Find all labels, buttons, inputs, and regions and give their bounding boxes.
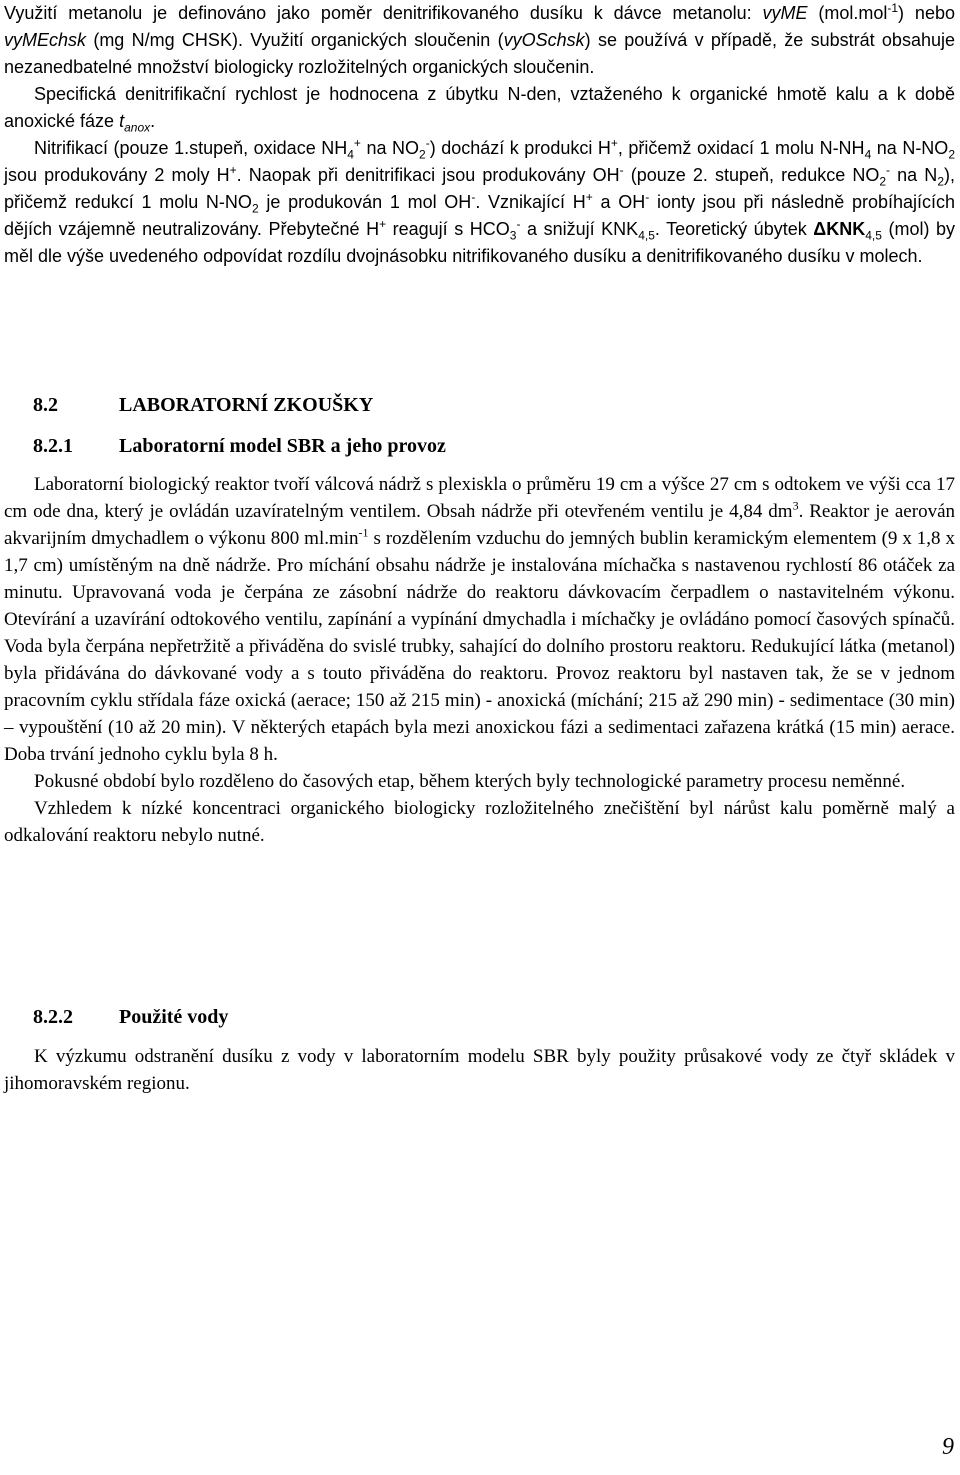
paragraph-methanol-use: Využití metanolu je definováno jako poměr denitrifikovaného dusíku k dávce metanolu: vyME (mol.mol$^{-1}$) nebo vyMEchsk (mg N/mg CHSK). Využití organických sloučenin (vyOSchsk) se používá v případě, že substrát obsahuje nezanedbatelné množství biologicky rozložitelných organických sloučenin. xyxy=(4,1,955,77)
paragraph-waters-used: K výzkumu odstranění dusíku z vody v laboratorním modelu SBR byly použity průsakové vody ze čtyř skládek v jihomoravském regionu. xyxy=(4,1046,955,1094)
heading-8-2-2: 8.2.2 Použité vody xyxy=(33,1006,229,1028)
section-8-2-1-body xyxy=(4,471,955,849)
section-8-2-2-body xyxy=(4,1043,955,1097)
page-number: 9 xyxy=(942,1434,954,1460)
heading-8-2: 8.2 LABORATORNÍ ZKOUŠKY xyxy=(33,394,374,416)
paragraph-sludge-growth: Vzhledem k nízké koncentraci organického biologicky rozložitelného znečištění byl nárůst kalu poměrně malý a odkalování reaktoru nebylo nutné. xyxy=(4,798,955,846)
paragraph-test-period: Pokusné období bylo rozděleno do časových etap, během kterých byly technologické parametry procesu neměnné. xyxy=(34,771,906,792)
intro-text-block xyxy=(4,0,955,270)
heading-8-2-1: 8.2.1 Laboratorní model SBR a jeho provoz xyxy=(33,435,446,457)
paragraph-denitrification-rate: Specifická denitrifikační rychlost je hodnocena z úbytku N-den, vztaženého k organické hmotě kalu a k době anoxické fáze $t_{anox}$. xyxy=(4,84,955,135)
paragraph-reactor-description: Laboratorní biologický reaktor tvoří válcová nádrž s plexiskla o průměru 19 cm a výšce 27 cm s odtokem ve výši cca 17 cm ode dna, který je ovládán uzavíratelným ventilem. Obsah nádrže při otevřeném ventilu je 4,84 $dm^3$. Reaktor je aerován akvarijním dmychadlem o výkonu 800 $ml.\min^{-1}$ s rozdělením vzduchu do jemných bublin keramickým elementem (9 x 1,8 x 1,7 cm) umístěným na dně nádrže. Pro míchání obsahu nádrže je instalována míchačka s nastavenou rychlostí 86 otáček za minutu. Upravovaná voda je čerpána ze zásobní nádrže do reaktoru dávkovacím čerpadlem o nastavitelném výkonu. Otevírání a uzavírání odtokového ventilu, zapínání a vypínání dmychadla i míchačky je ovládáno pomocí časových spínačů. Voda byla čerpána nepřetržitě a přiváděna do svislé trubky, sahající do dolního prostoru reaktoru. Redukující látka (metanol) byla přidávána do dávkované vody a s touto přiváděna do reaktoru. Provoz reaktoru byl nastaven tak, že se v jednom pracovním cyklu střídala fáze oxická (aerace; 150 až 215 min) - anoxická (míchání; 215 až 290 min) - sedimentace (30 min) – vypouštění (10 až 20 min). V některých etapách byla mezi anoxickou fázi a sedimentaci zařazena krátká (15 min) aerace. Doba trvání jednoho cyklu byla 8 h. xyxy=(4,474,956,765)
symbol-vymechsk: vyMEchsk xyxy=(4,30,87,50)
symbol-vyme: vyME xyxy=(762,3,808,23)
symbol-vyoschsk: vyOSchsk xyxy=(503,30,585,50)
paragraph-nitrification: Nitrifikací (pouze 1.stupeň, oxidace $NH_4^+$ na $NO_2^-$) dochází k produkci H+, přičemž oxidací 1 molu $N-NH_4$ na $N-NO_2$ jsou produkovány 2 moly H+. Naopak při denitrifikaci jsou produkovány OH- (pouze 2. stupeň, redukce $NO_2^-$ na $N_2$), přičemž redukcí 1 molu $N-NO_2$ je produkován 1 mol OH-. Vznikající H+ a OH- ionty jsou při následně probíhajících dějích vzájemně neutralizovány. Přebytečné H+ reagují s $HCO_3^-$ a snižují $KNK_{4,5}$. Teoretický úbytek $\Delta KNK_{4,5}$ (mol) by měl dle výše uvedeného odpovídat rozdílu dvojnásobku nitrifikovaného dusíku a denitrifikovaného dusíku v molech. xyxy=(4,136,956,266)
